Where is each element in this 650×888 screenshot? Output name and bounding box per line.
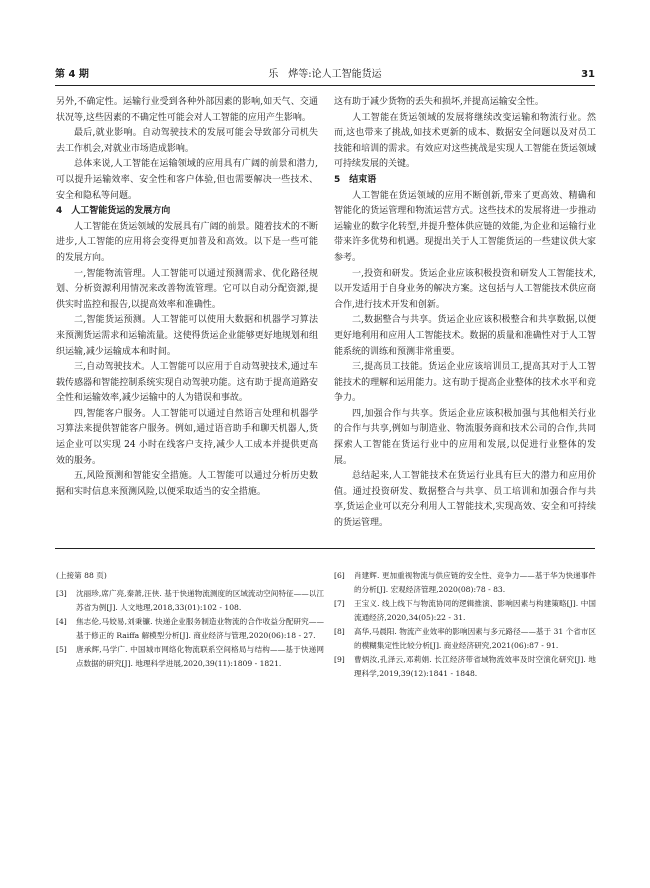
paragraph: 人工智能在货运领域的应用不断创新,带来了更高效、精确和智能化的货运管理和物流运营方式。这些技术的发展将进一步推动运输业的数字化转型,并提升整体供应链的效能,为企业和运输行业带来许多优势和机遇。现提出关于人工智能货运的一些建议供大家参考。 (334, 190, 596, 263)
paragraph: 一,智能物流管理。人工智能可以通过预测需求、优化路径规划、分析资源利用情况来改善物流管理。它可以自动分配资源,提供实时监控和报告,以提高效率和准确性。 (56, 268, 318, 310)
references-right (334, 569, 596, 681)
reference-item (334, 569, 596, 597)
reference-text: 高华,马晨阳. 物流产业效率的影响因素与多元路径——基于 31 个省市区的模糊集定性比较分析[J]. 商业经济研究,2021(06):87 - 91. (354, 627, 596, 650)
reference-text: 沈丽珍,席广亮,秦萧,汪侠. 基于快递物流测度的区域流动空间特征——以江苏省为例[J]. 人文地理,2018,33(01):102 - 108. (76, 589, 324, 612)
reference-item (56, 587, 324, 615)
paragraph: 四,加强合作与共享。货运企业应该积极加强与其他相关行业的合作与共享,例如与制造业、物流服务商和技术公司的合作,共同探索人工智能在货运行业中的应用和发展,以促进行业整体的发展。 (334, 408, 596, 466)
reference-text: 肖建辉. 更加重视物流与供应链的安全性、竞争力——基于华为快递事件的分析[J]. 宏观经济管理,2020(08):78 - 83. (354, 571, 596, 594)
paragraph: 二,智能货运预测。人工智能可以使用大数据和机器学习算法来预测货运需求和运输流量。这使得货运企业能够更好地规划和组织运输,减少运输成本和时间。 (56, 315, 318, 357)
reference-item (56, 643, 324, 671)
paragraph: 人工智能在货运领域的发展将继续改变运输和物流行业。然而,这也带来了挑战,如技术更新的成本、数据安全问题以及对员工技能和培训的需求。有效应对这些挑战是实现人工智能在货运领域可持续发展的关键。 (334, 112, 596, 170)
paragraph: 另外,不确定性。运输行业受到各种外部因素的影响,如天气、交通状况等,这些因素的不确定性可能会对人工智能的应用产生影响。 (56, 97, 318, 123)
page-header (55, 68, 595, 82)
references-left (56, 569, 324, 671)
paragraph: 这有助于减少货物的丢失和损坏,并提高运输安全性。 (334, 97, 544, 107)
reference-number: [8] (334, 627, 345, 636)
page-number: 31 (581, 69, 595, 80)
paragraph: 三,提高员工技能。货运企业应该培训员工,提高其对于人工智能技术的理解和运用能力。这有助于提高企业整体的技术水平和竞争力。 (334, 362, 596, 404)
paragraph: 人工智能在货运领域的发展具有广阔的前景。随着技术的不断进步,人工智能的应用将会变得更加普及和高效。以下是一些可能的发展方向。 (56, 221, 318, 263)
reference-number: [6] (334, 571, 345, 580)
left-column (56, 95, 318, 500)
paragraph: 二,数据整合与共享。货运企业应该积极整合和共享数据,以便更好地利用和应用人工智能技术。数据的质量和准确性对于人工智能系统的训练和预测非常重要。 (334, 315, 596, 357)
reference-text: 唐承辉,马学广. 中国城市网络化物流联系空间格局与结构——基于快递网点数据的研究[J]. 地理科学进展,2020,39(11):1809 - 1821. (76, 645, 324, 668)
paragraph: 总结起来,人工智能技术在货运行业具有巨大的潜力和应用价值。通过投资研发、数据整合与共享、员工培训和加强合作与共享,货运企业可以充分利用人工智能技术,实现高效、安全和可持续的货运管理。 (334, 471, 596, 529)
reference-number: [9] (334, 655, 345, 664)
paragraph: 五,风险预测和智能安全措施。人工智能可以通过分析历史数据和实时信息来预测风险,以便采取适当的安全措施。 (56, 471, 318, 497)
reference-number: [3] (56, 589, 67, 598)
paragraph: 最后,就业影响。自动驾驶技术的发展可能会导致部分司机失去工作机会,对就业市场造成影响。 (56, 128, 318, 154)
right-column (334, 95, 596, 532)
reference-number: [5] (56, 645, 67, 654)
section-heading: 4 人工智能货运的发展方向 (56, 206, 171, 217)
reference-item (56, 615, 324, 643)
reference-item (334, 625, 596, 653)
reference-text: 王宝义. 线上线下与物流协同的逻辑推演、影响因素与构建策略[J]. 中国流通经济,2020,34(05):22 - 31. (354, 599, 596, 622)
reference-item (334, 597, 596, 625)
running-title: 乐 烨等:论人工智能货运 (268, 69, 382, 80)
header-rule (55, 85, 595, 86)
paragraph: 总体来说,人工智能在运输领域的应用具有广阔的前景和潜力,可以提升运输效率、安全性和客户体验,但也需要解决一些技术、安全和隐私等问题。 (56, 159, 318, 201)
reference-number: [7] (334, 599, 345, 608)
continuation-note: (上接第 88 页) (56, 571, 107, 580)
reference-item (334, 653, 596, 681)
issue-number: 第 4 期 (55, 69, 89, 80)
reference-text: 曹炳汝,孔泽云,邓莉娟. 长江经济带省域物流效率及时空演化研究[J]. 地理科学,2019,39(12):1841 - 1848. (354, 655, 596, 678)
paragraph: 三,自动驾驶技术。人工智能可以应用于自动驾驶技术,通过车载传感器和智能控制系统实现自动驾驶功能。这有助于提高道路安全性和运输效率,减少运输中的人为错误和事故。 (56, 362, 318, 404)
paragraph: 一,投资和研发。货运企业应该积极投资和研发人工智能技术,以开发适用于自身业务的解决方案。这包括与人工智能技术供应商合作,进行技术开发和创新。 (334, 268, 596, 310)
paragraph: 四,智能客户服务。人工智能可以通过自然语言处理和机器学习算法来提供智能客户服务。例如,通过语音助手和聊天机器人,货运企业可以实现 24 小时在线客户支持,减少人工成本并提供更高效的服务。 (56, 408, 318, 466)
section-heading: 5 结束语 (334, 174, 377, 185)
reference-text: 焦志伦,马姣易,刘秉镰. 快递企业服务制造业物流的合作收益分配研究——基于修正的 Raiffa 解模型分析[J]. 商业经济与管理,2020(06):18 - 27. (76, 617, 324, 640)
reference-number: [4] (56, 617, 67, 626)
references-rule (55, 548, 595, 549)
